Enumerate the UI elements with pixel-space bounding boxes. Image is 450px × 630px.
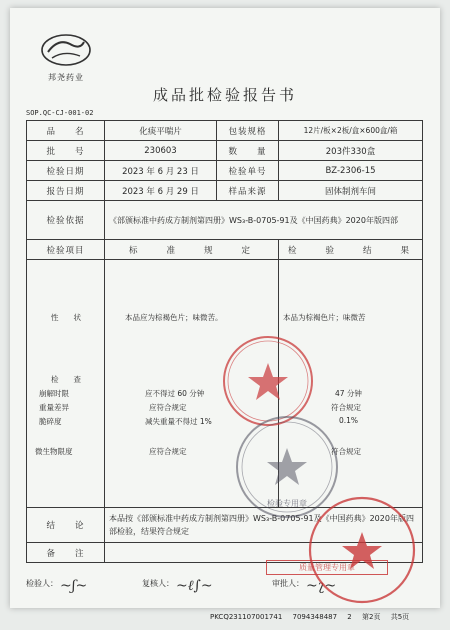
reviewer-label: 复核人： [142,579,174,588]
label-basis: 检验依据 [27,201,105,240]
item-standard: 减失重量不得过 1% [145,417,212,426]
label-remark: 备 注 [27,543,105,563]
item-standard: 应符合规定 [149,403,187,412]
row-test-date [27,161,423,181]
label-spec: 包装规格 [217,121,279,141]
footer-number: 7094348487 [292,613,338,621]
label-test-date: 检验日期 [27,161,105,181]
row-batch [27,141,423,161]
item-name: 性 状 [51,313,81,322]
row-basis [27,201,423,240]
page-footer [210,612,417,622]
item-name: 重量差异 [39,403,69,412]
item-name: 脆碎度 [39,417,62,426]
label-test-no: 检验单号 [217,161,279,181]
label-report-date: 报告日期 [27,181,105,201]
value-test-no: BZ-2306-15 [279,161,423,181]
qa-stamp-text: 检验专用章 [267,499,307,508]
item-result: 47 分钟 [335,389,362,398]
report-sheet [10,8,440,608]
approver-label: 审批人： [272,579,304,588]
footer-sep: 2 [347,613,352,621]
items-name-cell [27,260,105,508]
value-basis: 《部颁标准中药成方制剂第四册》WS₃-B-0705-91及《中国药典》2020年版四部 [105,201,423,240]
item-standard: 本品应为棕褐色片；味微苦。 [125,313,223,322]
item-standard: 应不得过 60 分钟 [145,389,205,398]
label-batch: 批 号 [27,141,105,161]
footer-page: 第2页 [362,613,381,621]
row-report-date [27,181,423,201]
value-source: 固体制剂车间 [279,181,423,201]
item-result: 本品为棕褐色片；味微苦 [283,313,366,322]
value-report-date: 2023 年 6 月 29 日 [105,181,217,201]
label-qty: 数 量 [217,141,279,161]
value-conclusion: 本品按《部颁标准中药成方制剂第四册》WS₃-B-0705-91及《中国药典》2020年版四部检验，结果符合规定 [105,508,423,543]
row-product [27,121,423,141]
footer-total: 共5页 [390,613,410,621]
item-result: 0.1% [339,416,359,425]
row-items-header [27,240,423,260]
item-result: 符合规定 [331,403,361,412]
label-conclusion: 结 论 [27,508,105,543]
label-product: 品 名 [27,121,105,141]
value-product: 化痰平喘片 [105,121,217,141]
item-name: 微生物限度 [35,447,73,456]
value-spec: 12片/板×2板/盒×600盒/箱 [279,121,423,141]
page-title: 成品批检验报告书 [152,86,297,104]
footer-ref: PKCQ231107001741 [210,613,283,621]
quality-seal-stamp [299,494,418,606]
item-name: 崩解时限 [39,389,69,398]
value-test-date: 2023 年 6 月 23 日 [105,161,217,181]
label-result: 检 验 结 果 [279,240,423,260]
value-batch: 230603 [105,141,217,161]
company-logo [36,28,96,84]
item-result: 符合规定 [331,447,361,456]
reviewer-signature: ~ℓ∫~ [176,578,213,594]
value-qty: 203件330盒 [279,141,423,161]
approver-signature: ~ʅ~ [306,578,337,594]
logo-text: 邦尧药业 [48,73,84,82]
inspector-signature: ~ʃ~ [60,578,88,594]
item-standard: 应符合规定 [149,447,187,456]
label-items: 检验项目 [27,240,105,260]
quality-stamp-text: 质量管理专用章 [266,560,388,575]
item-name: 检 查 [51,375,81,384]
inspector-label: 检验人： [26,579,58,588]
label-standard: 标 准 规 定 [105,240,279,260]
document-code: SOP.QC-CJ-001-02 [26,109,94,117]
label-source: 样品来源 [217,181,279,201]
